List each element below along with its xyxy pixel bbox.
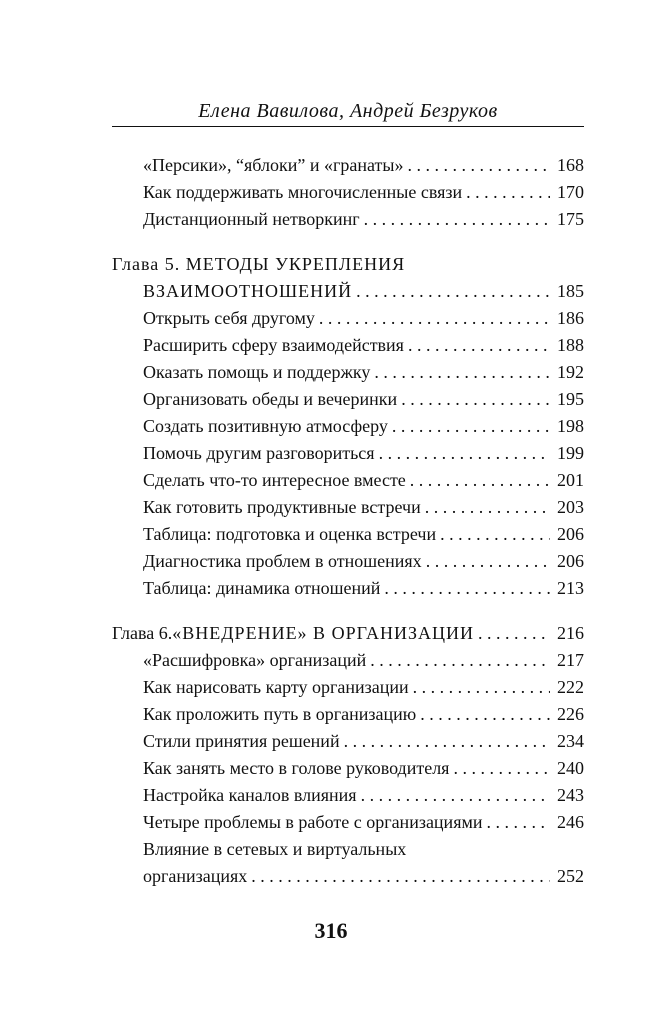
toc-entry-title: Настройка каналов влияния [143,785,357,805]
toc-entry-page: 226 [557,704,584,724]
toc-entry [112,521,584,548]
toc-entry-title: «Персики», “яблоки” и «гранаты» [143,155,404,175]
toc-entry-title: Таблица: подготовка и оценка встречи [143,524,437,544]
toc-entry-page: 188 [557,335,584,355]
leader-dots [425,494,550,521]
toc-entry-page: 243 [557,785,584,805]
chapter-heading [112,278,584,305]
toc-entry-title: Как поддерживать многочисленные связи [143,182,463,202]
leader-dots [384,575,550,602]
leader-dots [401,386,550,413]
toc-entry [112,413,584,440]
leader-dots [392,413,550,440]
toc-entry [112,863,584,890]
toc-entry-page: 192 [557,362,584,382]
toc-entry-title: Диагностика проблем в отношениях [143,551,422,571]
leader-dots [370,647,550,674]
leader-dots [364,206,550,233]
leader-dots [426,548,550,575]
toc-entry-page: 206 [557,524,584,544]
toc-entry-page: 199 [557,443,584,463]
toc-entry [112,152,584,179]
chapter-5-page: 185 [557,281,584,301]
leader-dots [440,521,550,548]
toc-entry-page: 222 [557,677,584,697]
leader-dots [413,674,550,701]
header-rule [112,126,584,127]
toc-entry-title-line1: Влияние в сетевых и виртуальных [143,839,407,859]
toc-entry-page: 252 [557,866,584,886]
toc-entry-title: Расширить сферу взаимодействия [143,335,404,355]
toc-entry [112,179,584,206]
running-head: Елена Вавилова, Андрей Безруков [198,100,498,122]
toc-entry [112,206,584,233]
toc-entry [112,701,584,728]
toc-entry [112,809,584,836]
toc-entry [112,386,584,413]
chapter-5-title-line2: ВЗАИМООТНОШЕНИЙ [143,281,353,301]
toc-entry-page: 240 [557,758,584,778]
toc-entry [112,728,584,755]
toc-entry-title: Помочь другим разговориться [143,443,375,463]
page-number: 316 [314,918,348,943]
toc-entry [112,332,584,359]
toc-entry-title: Дистанционный нетворкинг [143,209,360,229]
chapter-5-title-line1: Глава 5. МЕТОДЫ УКРЕПЛЕНИЯ [112,254,406,274]
leader-dots [478,620,550,647]
toc-entry-page: 234 [557,731,584,751]
chapter-heading [112,620,584,647]
leader-dots [319,305,550,332]
leader-dots [356,278,550,305]
toc-entry-page: 213 [557,578,584,598]
toc-entry [112,548,584,575]
toc-entry-title: Четыре проблемы в работе с организациями [143,812,483,832]
toc-entry [112,755,584,782]
chapter-6-title: «ВНЕДРЕНИЕ» В ОРГАНИЗАЦИИ [172,623,475,643]
toc-entry-page: 195 [557,389,584,409]
toc-entry-title: Открыть себя другому [143,308,315,328]
toc-entry-title: Оказать помощь и поддержку [143,362,371,382]
toc-entry [112,440,584,467]
toc-entry-title: Сделать что-то интересное вместе [143,470,406,490]
section-gap [112,233,584,251]
toc-entry-page: 201 [557,470,584,490]
toc-entry-title: Как занять место в голове руководителя [143,758,450,778]
leader-dots [408,332,550,359]
leader-dots [466,179,550,206]
chapter-6-prefix: Глава 6. [112,623,173,643]
toc-entry-page: 168 [557,155,584,175]
toc-entry-page: 217 [557,650,584,670]
toc-entry-title: Таблица: динамика отношений [143,578,381,598]
chapter-6-page: 216 [557,623,584,643]
toc-entry-page: 206 [557,551,584,571]
toc-entry [112,305,584,332]
toc-entry [112,782,584,809]
toc-entry-title: Стили принятия решений [143,731,340,751]
toc-entry [112,647,584,674]
toc-entry-page: 246 [557,812,584,832]
leader-dots [487,809,551,836]
toc-entry-title-line2: организациях [143,866,248,886]
toc-entry [112,575,584,602]
toc-entry-page: 175 [557,209,584,229]
toc-entry-page: 203 [557,497,584,517]
table-of-contents [112,152,584,890]
toc-entry-page: 170 [557,182,584,202]
leader-dots [344,728,550,755]
leader-dots [379,440,550,467]
leader-dots [453,755,550,782]
leader-dots [407,152,550,179]
toc-entry-title: Как проложить путь в организацию [143,704,417,724]
toc-entry-title: Как нарисовать карту организации [143,677,409,697]
leader-dots [251,863,550,890]
leader-dots [420,701,550,728]
chapter-heading [112,251,584,278]
section-gap [112,602,584,620]
toc-entry-title: «Расшифровка» организаций [143,650,367,670]
toc-entry-title: Как готовить продуктивные встречи [143,497,421,517]
toc-entry [112,467,584,494]
leader-dots [374,359,550,386]
toc-entry [112,359,584,386]
toc-entry [112,494,584,521]
toc-entry [112,836,584,863]
toc-entry-title: Организовать обеды и вечеринки [143,389,398,409]
leader-dots [410,467,550,494]
toc-entry-page: 198 [557,416,584,436]
toc-entry-title: Создать позитивную атмосферу [143,416,388,436]
toc-entry [112,674,584,701]
leader-dots [361,782,550,809]
toc-entry-page: 186 [557,308,584,328]
